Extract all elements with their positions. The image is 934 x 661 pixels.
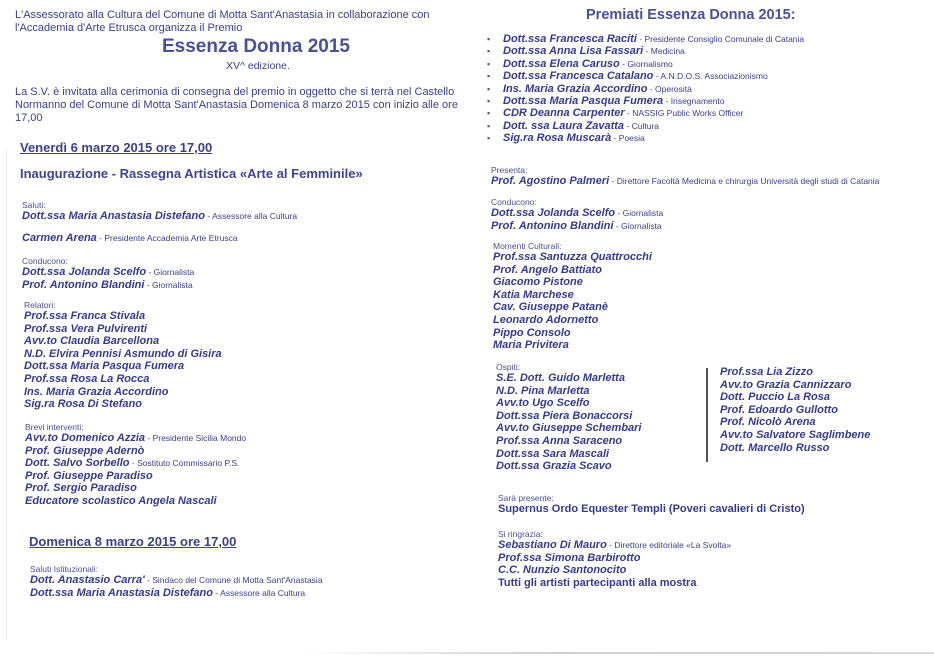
sara-presente-label: Sarà presente: xyxy=(498,493,554,503)
momenti-culturali-section xyxy=(493,241,652,352)
ospiti-label: Ospiti: xyxy=(496,362,521,372)
invite-line-3: 17,00 xyxy=(15,112,43,124)
scan-edge-left xyxy=(6,150,7,640)
list-item xyxy=(25,432,246,445)
bullet-icon: ▪ xyxy=(487,34,491,44)
person-name: Dott.ssa Jolanda Scelfo xyxy=(22,266,147,278)
saluti-istituzionali-label: Saluti Istituzionali: xyxy=(30,564,99,574)
saluti-section xyxy=(22,200,297,223)
bullet-icon: ▪ xyxy=(487,108,491,119)
person-role: - Giornalista xyxy=(615,208,664,218)
person-name: Prof. Sergio Paradiso xyxy=(25,482,137,495)
person-name: Dott.ssa Francesca Raciti xyxy=(503,33,637,45)
sara-presente-section xyxy=(498,493,805,516)
person-role: - Presidente Accademia Arte Etrusca xyxy=(96,233,238,243)
conducono-label: Conducono: xyxy=(22,256,68,266)
person-role: - Giornalista xyxy=(146,267,195,277)
list-item xyxy=(487,120,804,132)
person-name: Prof. Giuseppe Paradiso xyxy=(25,469,153,482)
premiati-title: Premiati Essenza Donna 2015: xyxy=(586,7,796,23)
list-item: Maria Privitera xyxy=(493,339,569,352)
saluti-istituzionali-section xyxy=(30,564,323,599)
list-item xyxy=(25,482,246,495)
conducono-label-right: Conducono: xyxy=(491,197,537,207)
bullet-icon: ▪ xyxy=(487,120,491,131)
closing-line: Tutti gli artisti partecipanti alla mostra xyxy=(498,576,697,589)
list-item xyxy=(487,95,804,107)
list-item: Prof.ssa Anna Saraceno xyxy=(496,434,623,447)
list-item: Prof. Angelo Battiato xyxy=(493,263,602,276)
list-item xyxy=(498,564,731,577)
list-item xyxy=(25,470,246,483)
person-role: - Direttore Facoltà Medicina e chirurgia Università degli studi di Catania xyxy=(609,176,880,186)
person-name: Dott.ssa Elena Caruso xyxy=(503,57,620,70)
list-item xyxy=(30,587,323,600)
person-role: - Medicina xyxy=(643,46,685,57)
list-item xyxy=(487,83,804,95)
person-role: - Direttore editoriale «La Svolta» xyxy=(606,540,732,550)
person-name: Prof. Antonino Blandini xyxy=(22,278,145,291)
person-name: CDR Deanna Carpenter xyxy=(503,107,625,120)
list-item xyxy=(491,220,663,233)
invite-line-2: Normanno del Comune di Motta Sant'Anastasia Domenica 8 marzo 2015 con inizio alle ore xyxy=(15,99,458,111)
presenta-section xyxy=(491,165,879,188)
person-role: - Giornalismo xyxy=(619,58,673,69)
list-item xyxy=(25,445,246,458)
bullet-icon: ▪ xyxy=(487,133,491,144)
ringrazia-label: Si ringrazia: xyxy=(498,529,543,539)
list-item: Avv.to Claudia Barcellona xyxy=(24,335,160,348)
list-item: Prof.ssa Lia Zizzo xyxy=(720,366,813,378)
list-item: Ins. Maria Grazia Accordino xyxy=(24,385,169,398)
bullet-icon: ▪ xyxy=(487,58,491,69)
person-name: Ins. Maria Grazia Accordino xyxy=(503,82,648,95)
list-item xyxy=(22,266,194,279)
person-name: Prof. Giuseppe Adernò xyxy=(25,444,145,457)
list-item: Pippo Consolo xyxy=(493,326,571,339)
list-item: Prof.ssa Rosa La Rocca xyxy=(24,372,150,385)
presenta-entry xyxy=(491,175,879,188)
list-item xyxy=(25,457,246,470)
list-item xyxy=(498,552,731,565)
sunday-date-heading: Domenica 8 marzo 2015 ore 17,00 xyxy=(29,534,237,549)
list-item: N.D. Elvira Pennisi Asmundo di Gisira xyxy=(24,347,222,360)
person-name: Dott.ssa Maria Anastasia Distefano xyxy=(22,210,205,222)
person-name: Dott. Salvo Sorbello xyxy=(25,457,130,470)
premiati-list xyxy=(487,33,804,145)
person-name: Prof. Antonino Blandini xyxy=(491,219,614,232)
list-item: Katia Marchese xyxy=(493,288,574,301)
list-item xyxy=(30,574,323,587)
person-role: - Sindaco del Comune di Motta Sant'Anastasia xyxy=(144,575,323,585)
person-name: Carmen Arena xyxy=(22,232,97,244)
person-role: - Cultura xyxy=(624,120,660,131)
conducono-section xyxy=(22,256,194,291)
list-item xyxy=(487,33,804,45)
list-item: Leonardo Adornetto xyxy=(493,313,599,326)
person-name: Sig.ra Rosa Muscarà xyxy=(503,132,612,145)
list-item: Prof.ssa Franca Stivala xyxy=(24,310,146,322)
person-name: Prof.ssa Simona Barbirotto xyxy=(498,551,641,564)
person-name: Dott.ssa Maria Anastasia Distefano xyxy=(30,586,213,599)
bullet-icon: ▪ xyxy=(487,71,491,82)
brevi-interventi-label: Brevi interventi: xyxy=(25,422,84,432)
event-title: Essenza Donna 2015 xyxy=(162,36,350,57)
brevi-interventi-section xyxy=(25,422,246,508)
conducono-section-right xyxy=(491,197,663,232)
intro-line-2: l'Accademia d'Arte Etrusca organizza il Premio xyxy=(15,22,243,34)
person-role: - Giornalista xyxy=(613,220,662,231)
person-role: - Operosità xyxy=(647,83,692,94)
person-name: Sebastiano Di Mauro xyxy=(498,539,607,551)
saluti-entry xyxy=(22,210,297,223)
person-role: - Giornalista xyxy=(144,279,193,290)
list-item: Cav. Giuseppe Patanè xyxy=(493,301,608,314)
list-item: Giacomo Pistone xyxy=(493,276,583,289)
invite-block xyxy=(15,86,458,125)
list-item: Dott. Puccio La Rosa xyxy=(720,391,831,404)
person-role: - Assessore alla Cultura xyxy=(212,587,306,598)
list-item: Dott.ssa Sara Mascali xyxy=(496,447,610,460)
person-role: - NASSIG Public Works Officer xyxy=(624,108,744,119)
person-name: Avv.to Domenico Azzia xyxy=(25,432,146,444)
list-item: Sig.ra Rosa Di Stefano xyxy=(24,398,142,411)
bullet-icon: ▪ xyxy=(487,46,491,57)
person-name: Prof. Agostino Palmeri xyxy=(491,175,610,187)
list-item xyxy=(487,107,804,119)
list-item xyxy=(25,495,246,508)
list-item: Avv.to Grazia Cannizzaro xyxy=(720,378,852,391)
invite-line-1: La S.V. è invitata alla cerimonia di consegna del premio in oggetto che si terrà nel Castello xyxy=(15,86,455,98)
person-name: Educatore scolastico Angela Nascali xyxy=(25,494,217,507)
list-item: Dott. Marcello Russo xyxy=(720,441,830,454)
list-item: Prof.ssa Santuzza Quattrocchi xyxy=(493,251,652,263)
column-divider xyxy=(706,368,708,462)
list-item: S.E. Dott. Guido Marletta xyxy=(496,372,625,384)
list-item xyxy=(487,132,804,144)
list-item: Prof. Nicolò Arena xyxy=(720,416,816,429)
list-item xyxy=(487,70,804,82)
bullet-icon: ▪ xyxy=(487,83,491,94)
person-role: - Sostituto Commissario P.S. xyxy=(129,458,240,469)
edition-label: XV^ edizione. xyxy=(226,60,290,72)
person-role: - A.N.D.O.S. Associazionismo xyxy=(653,71,768,82)
momenti-culturali-label: Momenti Culturali: xyxy=(493,241,562,251)
list-item xyxy=(498,539,731,552)
person-name: Dott. Anastasio Carra' xyxy=(30,574,145,586)
list-item: Prof.ssa Vera Pulvirenti xyxy=(24,322,148,335)
list-item xyxy=(22,279,194,292)
person-role: - Presidente Sicilia Mondo xyxy=(145,433,247,443)
ospiti-list-col2 xyxy=(720,366,870,454)
list-item: Avv.to Giuseppe Schembari xyxy=(496,422,642,435)
list-item: Avv.to Ugo Scelfo xyxy=(496,397,590,410)
list-item xyxy=(491,207,663,220)
person-role: - Poesia xyxy=(611,133,645,144)
person-name: Dott.ssa Maria Pasqua Fumera xyxy=(503,95,664,108)
list-item: Avv.to Salvatore Saglimbene xyxy=(720,428,871,441)
presenta-label: Presenta: xyxy=(491,165,528,175)
list-item: N.D. Pina Marletta xyxy=(496,384,590,397)
list-item xyxy=(487,45,804,57)
person-name: Dott. ssa Laura Zavatta xyxy=(503,119,625,132)
relatori-label: Relatori: xyxy=(24,300,56,310)
person-role: - Insegnamento xyxy=(663,96,725,107)
saluti-label: Saluti: xyxy=(22,200,46,210)
person-name: Dott.ssa Jolanda Scelfo xyxy=(491,207,616,219)
intro-line-1: L'Assessorato alla Cultura del Comune di Motta Sant'Anastasia in collaborazione con xyxy=(15,9,430,21)
list-item: Dott.ssa Maria Pasqua Fumera xyxy=(24,360,185,373)
person-role: - Presidente Consiglio Comunale di Catania xyxy=(636,34,805,44)
list-item xyxy=(487,58,804,70)
person-role: - Assessore alla Cultura xyxy=(204,211,298,221)
ospiti-section xyxy=(496,362,642,473)
sara-presente-value: Supernus Ordo Equester Templi (Poveri cavalieri di Cristo) xyxy=(498,503,805,515)
list-item: Dott.ssa Grazia Scavo xyxy=(496,460,612,473)
friday-date-heading: Venerdì 6 marzo 2015 ore 17,00 xyxy=(20,140,213,155)
list-item: Dott.ssa Piera Bonaccorsi xyxy=(496,409,633,422)
list-item: Prof. Edoardo Gullotto xyxy=(720,403,838,416)
bullet-icon: ▪ xyxy=(487,96,491,107)
person-name: Dott.ssa Anna Lisa Fassari xyxy=(503,45,644,58)
person-name: Dott.ssa Francesca Catalano xyxy=(503,70,654,83)
scan-edge-bottom xyxy=(300,652,934,654)
relatori-section xyxy=(24,300,222,411)
person-name: C.C. Nunzio Santonocito xyxy=(498,564,627,577)
intro-block xyxy=(15,9,430,35)
carmen-section xyxy=(22,232,238,245)
inauguration-heading: Inaugurazione - Rassegna Artistica «Arte al Femminile» xyxy=(20,166,363,181)
ringrazia-section xyxy=(498,529,731,589)
carmen-entry xyxy=(22,232,238,245)
